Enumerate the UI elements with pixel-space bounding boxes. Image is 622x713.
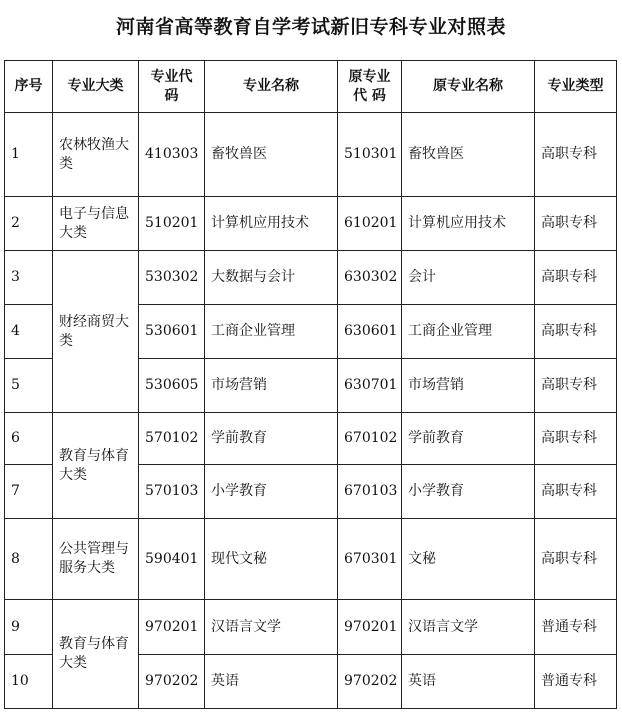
cell-code: 970201 bbox=[139, 600, 205, 655]
cell-name: 工商企业管理 bbox=[205, 305, 338, 359]
cell-code: 510201 bbox=[139, 197, 205, 251]
header-name: 专业名称 bbox=[205, 61, 338, 113]
cell-type: 高职专科 bbox=[535, 251, 617, 305]
header-old-code: 原专业代 码 bbox=[338, 61, 402, 113]
cell-type: 普通专科 bbox=[535, 600, 617, 655]
major-mapping-table bbox=[4, 60, 617, 709]
cell-category: 财经商贸大类 bbox=[53, 251, 139, 413]
table-row bbox=[5, 519, 617, 600]
cell-name: 计算机应用技术 bbox=[205, 197, 338, 251]
cell-old-code: 610201 bbox=[338, 197, 402, 251]
cell-name: 小学教育 bbox=[205, 465, 338, 519]
cell-type: 高职专科 bbox=[535, 413, 617, 465]
cell-old-code: 670103 bbox=[338, 465, 402, 519]
cell-category: 教育与体育大类 bbox=[53, 600, 139, 709]
header-category: 专业大类 bbox=[53, 61, 139, 113]
cell-old-name: 市场营销 bbox=[402, 359, 535, 413]
cell-old-name: 学前教育 bbox=[402, 413, 535, 465]
cell-name: 英语 bbox=[205, 655, 338, 709]
cell-category: 农林牧渔大类 bbox=[53, 113, 139, 197]
cell-old-name: 计算机应用技术 bbox=[402, 197, 535, 251]
cell-code: 570102 bbox=[139, 413, 205, 465]
cell-no: 10 bbox=[5, 655, 53, 709]
cell-no: 1 bbox=[5, 113, 53, 197]
cell-old-name: 汉语言文学 bbox=[402, 600, 535, 655]
table-row bbox=[5, 600, 617, 655]
cell-type: 高职专科 bbox=[535, 197, 617, 251]
header-code: 专业代码 bbox=[139, 61, 205, 113]
cell-name: 汉语言文学 bbox=[205, 600, 338, 655]
cell-old-name: 英语 bbox=[402, 655, 535, 709]
cell-code: 970202 bbox=[139, 655, 205, 709]
cell-no: 2 bbox=[5, 197, 53, 251]
cell-old-code: 970202 bbox=[338, 655, 402, 709]
cell-code: 570103 bbox=[139, 465, 205, 519]
table-header-row bbox=[5, 61, 617, 113]
cell-type: 高职专科 bbox=[535, 465, 617, 519]
cell-name: 畜牧兽医 bbox=[205, 113, 338, 197]
table-row bbox=[5, 113, 617, 197]
cell-type: 高职专科 bbox=[535, 359, 617, 413]
cell-no: 4 bbox=[5, 305, 53, 359]
cell-type: 高职专科 bbox=[535, 113, 617, 197]
cell-category: 电子与信息大类 bbox=[53, 197, 139, 251]
cell-old-code: 510301 bbox=[338, 113, 402, 197]
cell-no: 5 bbox=[5, 359, 53, 413]
cell-old-name: 小学教育 bbox=[402, 465, 535, 519]
cell-no: 3 bbox=[5, 251, 53, 305]
cell-type: 高职专科 bbox=[535, 305, 617, 359]
cell-type: 普通专科 bbox=[535, 655, 617, 709]
cell-old-code: 970201 bbox=[338, 600, 402, 655]
cell-old-name: 文秘 bbox=[402, 519, 535, 600]
cell-old-code: 630701 bbox=[338, 359, 402, 413]
cell-old-name: 畜牧兽医 bbox=[402, 113, 535, 197]
cell-category: 公共管理与服务大类 bbox=[53, 519, 139, 600]
cell-name: 市场营销 bbox=[205, 359, 338, 413]
cell-no: 8 bbox=[5, 519, 53, 600]
page-title: 河南省高等教育自学考试新旧专科专业对照表 bbox=[115, 16, 506, 38]
cell-category: 教育与体育大类 bbox=[53, 413, 139, 519]
header-no: 序号 bbox=[5, 61, 53, 113]
table-row bbox=[5, 197, 617, 251]
cell-name: 现代文秘 bbox=[205, 519, 338, 600]
cell-old-code: 630302 bbox=[338, 251, 402, 305]
cell-no: 7 bbox=[5, 465, 53, 519]
cell-code: 530601 bbox=[139, 305, 205, 359]
table-row bbox=[5, 251, 617, 305]
cell-old-name: 会计 bbox=[402, 251, 535, 305]
cell-name: 学前教育 bbox=[205, 413, 338, 465]
cell-old-code: 670102 bbox=[338, 413, 402, 465]
cell-old-code: 630601 bbox=[338, 305, 402, 359]
cell-name: 大数据与会计 bbox=[205, 251, 338, 305]
header-old-name: 原专业名称 bbox=[402, 61, 535, 113]
table-row bbox=[5, 413, 617, 465]
cell-code: 410303 bbox=[139, 113, 205, 197]
header-type: 专业类型 bbox=[535, 61, 617, 113]
cell-code: 590401 bbox=[139, 519, 205, 600]
cell-type: 高职专科 bbox=[535, 519, 617, 600]
cell-old-code: 670301 bbox=[338, 519, 402, 600]
cell-code: 530605 bbox=[139, 359, 205, 413]
cell-code: 530302 bbox=[139, 251, 205, 305]
cell-no: 6 bbox=[5, 413, 53, 465]
cell-no: 9 bbox=[5, 600, 53, 655]
cell-old-name: 工商企业管理 bbox=[402, 305, 535, 359]
